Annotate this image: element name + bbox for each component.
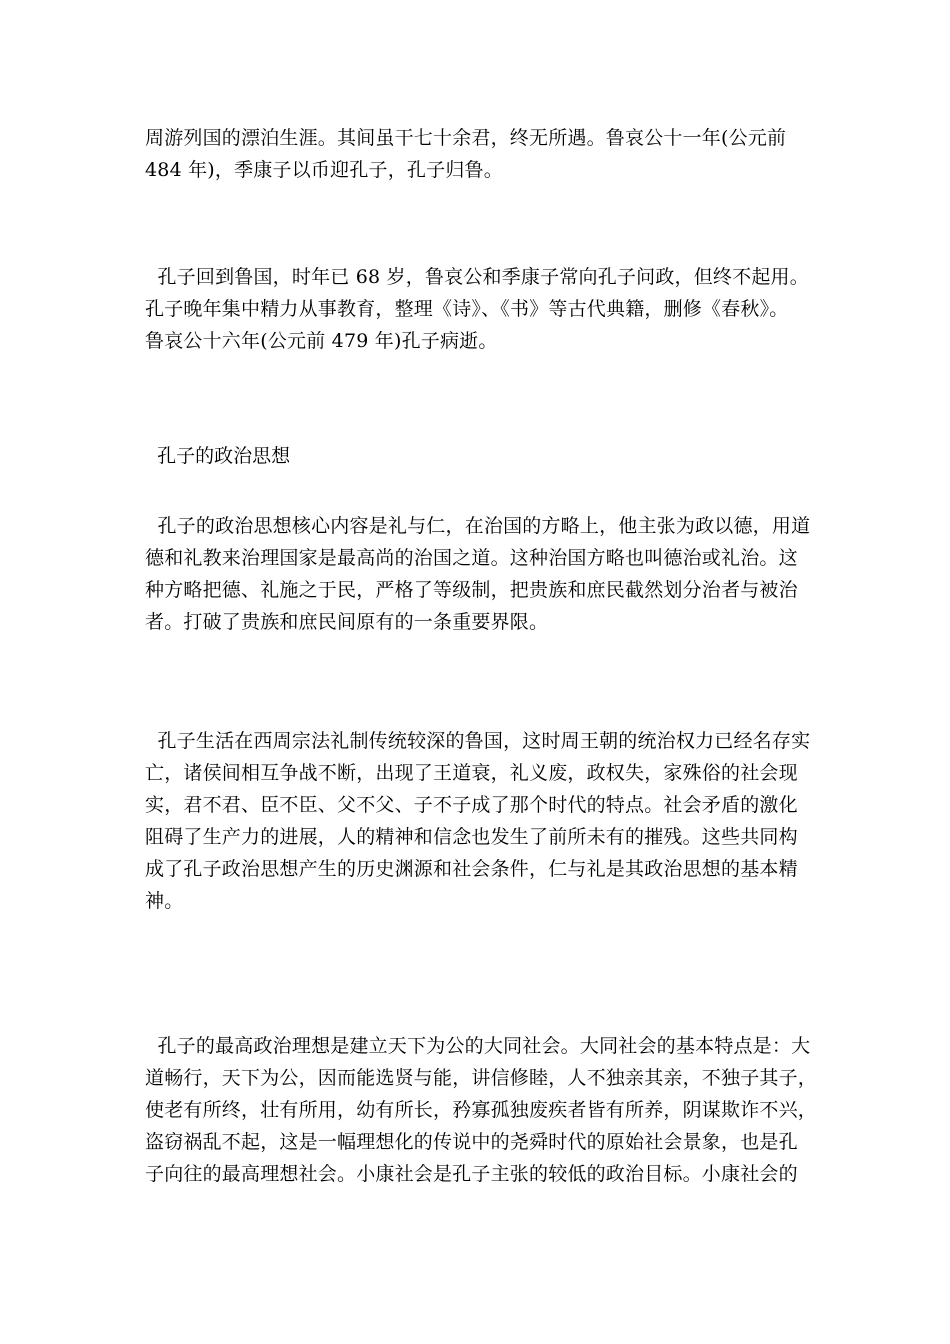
paragraph-line: 子向往的最高理想社会。小康社会是孔子主张的较低的政治目标。小康社会的 — [145, 1163, 798, 1185]
paragraph-line: 实，君不君、臣不臣、父不父、子不子成了那个时代的特点。社会矛盾的激化 — [145, 794, 798, 816]
paragraph-line: 者。打破了贵族和庶民间原有的一条重要界限。 — [145, 611, 549, 633]
paragraph-line: 阻碍了生产力的进展，人的精神和信念也发生了前所未有的摧残。这些共同构 — [145, 826, 798, 848]
section-heading: 孔子的政治思想 — [145, 445, 291, 467]
paragraph-line: 亡，诸侯间相互争战不断，出现了王道衰，礼义废，政权失，家殊俗的社会现 — [145, 762, 798, 784]
paragraph-line: 孔子回到鲁国，时年已 68 岁，鲁哀公和季康子常向孔子问政，但终不起用。 — [145, 266, 809, 288]
paragraph-return-to-lu — [145, 261, 810, 357]
paragraph-core-ideas — [145, 510, 810, 638]
paragraph-line: 孔子生活在西周宗法礼制传统较深的鲁国，这时周王朝的统治权力已经名存实 — [145, 730, 811, 752]
paragraph-line: 孔子的政治思想核心内容是礼与仁，在治国的方略上，他主张为政以德，用道 — [145, 515, 811, 537]
paragraph-line: 周游列国的漂泊生涯。其间虽干七十余君，终无所遇。鲁哀公十一年(公元前 — [145, 127, 787, 149]
paragraph-line: 道畅行，天下为公，因而能选贤与能，讲信修睦，人不独亲其亲，不独子其子， — [145, 1067, 818, 1089]
paragraph-line: 盗窃祸乱不起，这是一幅理想化的传说中的尧舜时代的原始社会景象，也是孔 — [145, 1131, 798, 1153]
paragraph-line: 使老有所终，壮有所用，幼有所长，矜寡孤独废疾者皆有所养，阴谋欺诈不兴， — [145, 1099, 818, 1121]
paragraph-line: 成了孔子政治思想产生的历史渊源和社会条件，仁与礼是其政治思想的基本精 — [145, 858, 798, 880]
paragraph-line: 神。 — [145, 890, 184, 912]
paragraph-line: 种方略把德、礼施之于民，严格了等级制，把贵族和庶民截然划分治者与被治 — [145, 579, 798, 601]
paragraph-line: 484 年)，季康子以币迎孔子，孔子归鲁。 — [145, 159, 503, 181]
paragraph-travels — [145, 122, 810, 186]
paragraph-historical-context — [145, 725, 810, 917]
paragraph-ideal-society — [145, 1030, 818, 1190]
paragraph-line: 孔子的最高政治理想是建立天下为公的大同社会。大同社会的基本特点是：大 — [145, 1035, 811, 1057]
paragraph-line: 孔子晚年集中精力从事教育，整理《诗》、《书》等古代典籍，删修《春秋》。 — [145, 298, 789, 320]
paragraph-line: 德和礼教来治理国家是最高尚的治国之道。这种治国方略也叫德治或礼治。这 — [145, 547, 798, 569]
paragraph-line: 鲁哀公十六年(公元前 479 年)孔子病逝。 — [145, 330, 498, 352]
